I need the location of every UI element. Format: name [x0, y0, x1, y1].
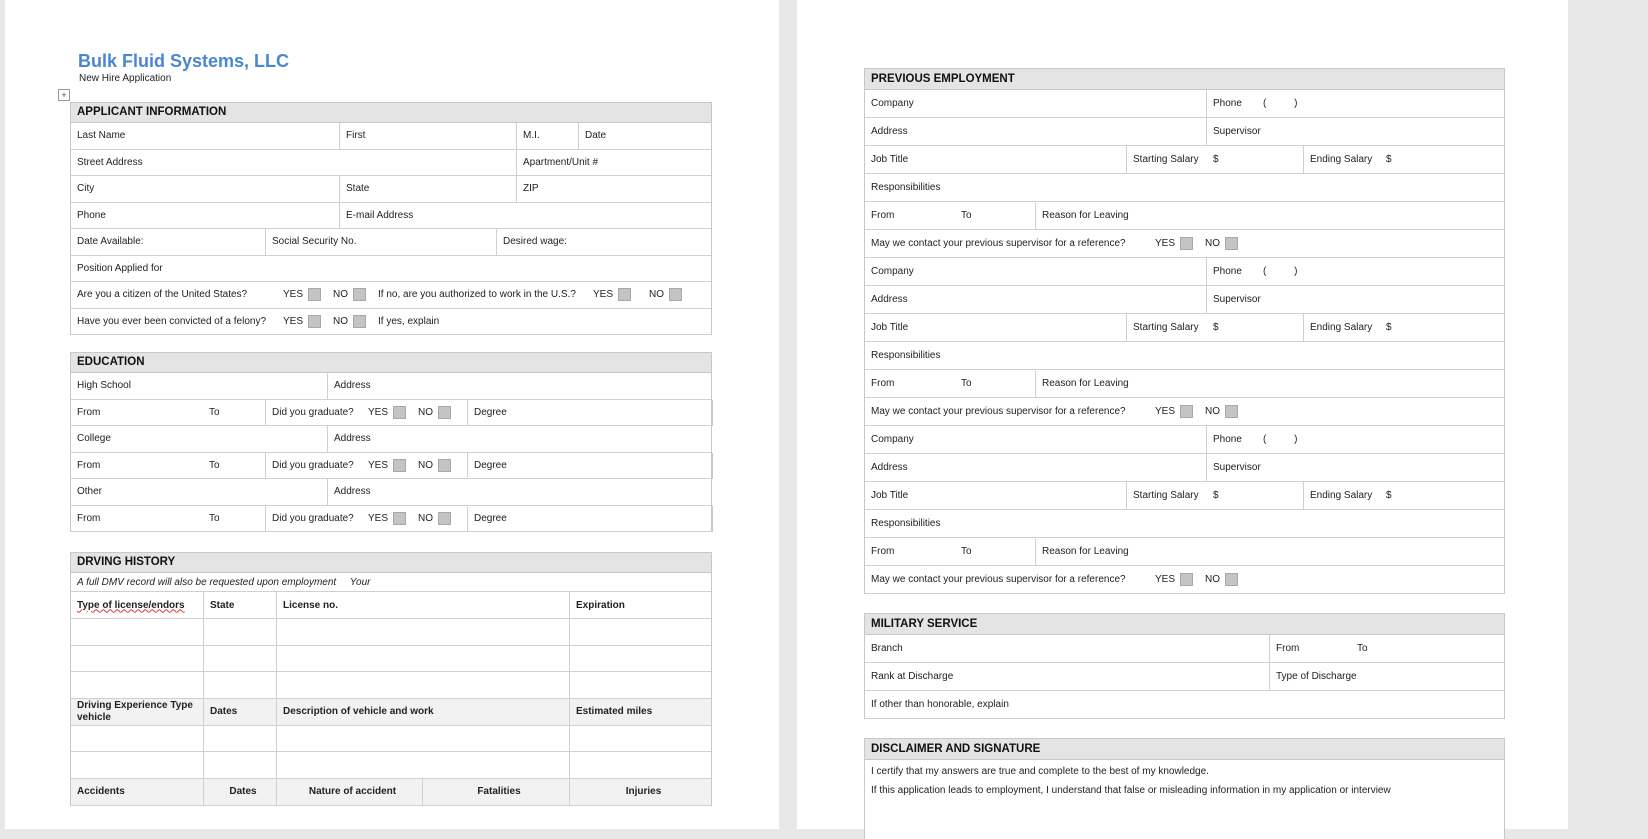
table-cell[interactable] [204, 726, 277, 752]
table-cell[interactable] [277, 752, 570, 778]
graduate-question: Did you graduate? [272, 512, 354, 524]
table-move-handle-icon[interactable]: + [58, 89, 70, 101]
table-cell[interactable] [71, 672, 204, 698]
mi-field[interactable]: M.I. [517, 123, 579, 149]
dollar-sign: $ [1386, 154, 1392, 165]
responsibilities-field[interactable]: Responsibilities [871, 182, 941, 193]
education-table [70, 352, 712, 532]
table-cell[interactable] [204, 646, 277, 672]
phone-label: Phone [1213, 434, 1242, 445]
citizen-question: Are you a citizen of the United States? [77, 289, 248, 301]
accident-dates-header: Dates [204, 779, 277, 805]
dollar-sign: $ [1213, 154, 1219, 165]
date-field[interactable]: Date [585, 130, 607, 142]
from-label: From [77, 459, 101, 471]
ending-salary-field[interactable] [1304, 314, 1504, 341]
to-label: To [1357, 643, 1368, 654]
apt-field[interactable]: Apartment/Unit # [523, 156, 599, 168]
felony-row [71, 309, 711, 335]
from-label: From [871, 546, 895, 557]
yes-label: YES [368, 406, 389, 418]
table-cell[interactable] [570, 646, 711, 672]
yes-label: YES [1155, 574, 1176, 585]
authorized-yes-checkbox[interactable] [618, 288, 631, 301]
school-field[interactable]: Other [71, 479, 328, 505]
to-label: To [209, 459, 220, 471]
document-subtitle: New Hire Application [79, 73, 172, 84]
table-cell[interactable] [204, 752, 277, 778]
table-cell[interactable] [71, 646, 204, 672]
school-address-field[interactable]: Address [334, 486, 371, 498]
starting-salary-field[interactable] [1127, 314, 1304, 341]
ending-salary-label: Ending Salary [1310, 490, 1373, 501]
graduate-yes-checkbox[interactable] [393, 459, 406, 472]
contact-yes-checkbox[interactable] [1180, 237, 1193, 250]
contact-no-checkbox[interactable] [1225, 405, 1238, 418]
graduate-field [266, 506, 468, 532]
attendance-dates-field[interactable] [71, 400, 266, 426]
discharge-type-field[interactable]: Type of Discharge [1276, 671, 1357, 682]
to-label: To [209, 512, 220, 524]
ending-salary-label: Ending Salary [1310, 322, 1373, 333]
table-cell[interactable] [570, 726, 711, 752]
attendance-dates-field[interactable] [71, 453, 266, 479]
dates-header: Dates [204, 699, 277, 725]
job-title-field[interactable]: Job Title [865, 482, 1127, 509]
zip-field[interactable]: ZIP [523, 183, 539, 195]
ending-salary-label: Ending Salary [1310, 154, 1373, 165]
previous-employment-table [864, 68, 1505, 594]
yes-label: YES [368, 512, 389, 524]
table-cell[interactable] [277, 726, 570, 752]
no-label: NO [1205, 574, 1221, 585]
contact-no-checkbox[interactable] [1225, 573, 1238, 586]
license-no-header: License no. [277, 592, 570, 618]
branch-field[interactable]: Branch [865, 635, 1270, 662]
position-field[interactable]: Position Applied for [77, 262, 163, 274]
section-header: DISCLAIMER AND SIGNATURE [865, 739, 1504, 760]
table-cell[interactable] [277, 672, 570, 698]
employer-phone-field[interactable] [1207, 90, 1504, 117]
ending-salary-field[interactable] [1304, 146, 1504, 173]
employment-dates-field[interactable] [865, 538, 1036, 565]
from-label: From [77, 406, 101, 418]
ssn-field[interactable]: Social Security No. [266, 229, 497, 255]
school-address-field[interactable]: Address [334, 380, 371, 392]
to-label: To [961, 210, 972, 221]
yes-label: YES [593, 289, 614, 301]
table-cell[interactable] [71, 752, 204, 778]
felony-explain-field[interactable]: If yes, explain [378, 315, 440, 327]
yes-label: YES [283, 315, 304, 327]
phone-label: Phone [1213, 98, 1242, 109]
responsibilities-field[interactable]: Responsibilities [871, 518, 941, 529]
contact-no-checkbox[interactable] [1225, 237, 1238, 250]
certify-text: I certify that my answers are true and complete to the best of my knowledge. [871, 766, 1209, 777]
yes-label: YES [1155, 406, 1176, 417]
contact-reference-row [865, 230, 1504, 257]
dollar-sign: $ [1386, 490, 1392, 501]
responsibilities-field[interactable]: Responsibilities [871, 350, 941, 361]
starting-salary-label: Starting Salary [1133, 154, 1199, 165]
dollar-sign: $ [1213, 490, 1219, 501]
reason-leaving-field[interactable]: Reason for Leaving [1042, 546, 1129, 557]
phone-label: Phone [1213, 266, 1242, 277]
fatalities-header: Fatalities [423, 779, 570, 805]
yes-label: YES [368, 459, 389, 471]
phone-parens: ( ) [1263, 266, 1298, 277]
job-title-field[interactable]: Job Title [865, 146, 1127, 173]
graduate-yes-checkbox[interactable] [393, 512, 406, 525]
street-field[interactable]: Street Address [71, 150, 517, 176]
military-service-table [864, 613, 1505, 719]
to-label: To [961, 546, 972, 557]
table-cell[interactable] [570, 752, 711, 778]
no-label: NO [1205, 238, 1221, 249]
dollar-sign: $ [1386, 322, 1392, 333]
starting-salary-label: Starting Salary [1133, 322, 1199, 333]
discharge-explain-field[interactable]: If other than honorable, explain [871, 699, 1009, 710]
contact-question: May we contact your previous supervisor for a reference? [871, 238, 1126, 249]
employer-address-field[interactable]: Address [865, 118, 1207, 145]
company-field[interactable]: Company [865, 90, 1207, 117]
section-header: MILITARY SERVICE [865, 614, 1504, 635]
driving-experience-header: Driving Experience Type vehicle [71, 699, 204, 725]
attendance-dates-field[interactable] [71, 506, 266, 532]
injuries-header: Injuries [625, 786, 662, 797]
first-name-field[interactable]: First [340, 123, 517, 149]
dmv-note: A full DMV record will also be requested upon employment Your [77, 576, 371, 588]
no-label: NO [333, 315, 349, 327]
expiration-header: Expiration [576, 599, 625, 611]
authorized-question: If no, are you authorized to work in the U.S.? [378, 289, 576, 301]
table-cell[interactable] [570, 672, 711, 698]
starting-salary-field[interactable] [1127, 482, 1304, 509]
nature-header: Nature of accident [277, 779, 423, 805]
employment-dates-field[interactable] [865, 202, 1036, 229]
supervisor-field[interactable]: Supervisor [1213, 294, 1261, 305]
desired-wage-field[interactable]: Desired wage: [503, 236, 567, 248]
supervisor-field[interactable]: Supervisor [1213, 462, 1261, 473]
no-label: NO [1205, 406, 1221, 417]
table-cell[interactable] [71, 619, 204, 645]
section-header: PREVIOUS EMPLOYMENT [865, 69, 1504, 90]
table-cell[interactable] [570, 619, 711, 645]
employer-address-field[interactable]: Address [865, 286, 1207, 313]
graduate-no-checkbox[interactable] [438, 459, 451, 472]
no-label: NO [418, 512, 434, 524]
applicant-information-table [70, 102, 712, 335]
starting-salary-field[interactable] [1127, 146, 1304, 173]
license-type-header: Type of license/endors [77, 599, 185, 611]
citizen-yes-checkbox[interactable] [308, 288, 321, 301]
date-available-field[interactable]: Date Available: [71, 229, 266, 255]
no-label: NO [418, 459, 434, 471]
graduate-no-checkbox[interactable] [438, 406, 451, 419]
contact-yes-checkbox[interactable] [1180, 573, 1193, 586]
state-field[interactable]: State [340, 176, 517, 202]
graduate-field [266, 400, 468, 426]
no-label: NO [333, 289, 349, 301]
table-cell[interactable] [204, 619, 277, 645]
rank-field[interactable]: Rank at Discharge [865, 663, 1270, 690]
employer-phone-field[interactable] [1207, 258, 1504, 285]
supervisor-field[interactable]: Supervisor [1213, 126, 1261, 137]
no-label: NO [649, 289, 665, 301]
table-cell[interactable] [277, 646, 570, 672]
company-field[interactable]: Company [865, 258, 1207, 285]
authorized-no-checkbox[interactable] [669, 288, 682, 301]
city-field[interactable]: City [71, 176, 340, 202]
phone-parens: ( ) [1263, 434, 1298, 445]
reason-leaving-field[interactable]: Reason for Leaving [1042, 378, 1129, 389]
section-header: APPLICANT INFORMATION [71, 103, 711, 123]
license-state-header: State [204, 592, 277, 618]
no-label: NO [418, 406, 434, 418]
felony-question: Have you ever been convicted of a felony? [77, 315, 267, 327]
yes-label: YES [1155, 238, 1176, 249]
table-cell[interactable] [71, 726, 204, 752]
disclaimer-table [864, 738, 1505, 839]
employment-dates-field[interactable] [865, 370, 1036, 397]
school-address-field[interactable]: Address [334, 433, 371, 445]
employer-phone-field[interactable] [1207, 426, 1504, 453]
graduate-yes-checkbox[interactable] [393, 406, 406, 419]
table-cell[interactable] [204, 672, 277, 698]
starting-salary-label: Starting Salary [1133, 490, 1199, 501]
graduate-question: Did you graduate? [272, 406, 354, 418]
table-cell[interactable] [277, 619, 570, 645]
dollar-sign: $ [1213, 322, 1219, 333]
contact-yes-checkbox[interactable] [1180, 405, 1193, 418]
estimated-miles-header: Estimated miles [576, 706, 653, 717]
last-name-field[interactable]: Last Name [71, 123, 340, 149]
graduate-no-checkbox[interactable] [438, 512, 451, 525]
citizen-no-checkbox[interactable] [353, 288, 366, 301]
from-label: From [77, 512, 101, 524]
section-header: DRVING HISTORY [71, 553, 711, 573]
school-field[interactable]: High School [71, 373, 328, 399]
vehicle-description-header: Description of vehicle and work [277, 699, 570, 725]
driving-history-table [70, 552, 712, 806]
degree-field[interactable]: Degree [474, 512, 507, 524]
from-label: From [871, 378, 895, 389]
employer-address-field[interactable]: Address [865, 454, 1207, 481]
reason-leaving-field[interactable]: Reason for Leaving [1042, 210, 1129, 221]
from-label: From [871, 210, 895, 221]
school-field[interactable]: College [71, 426, 328, 452]
email-field[interactable]: E-mail Address [346, 209, 414, 221]
contact-reference-row [865, 566, 1504, 593]
degree-field[interactable]: Degree [474, 406, 507, 418]
section-header: EDUCATION [71, 353, 711, 373]
company-title: Bulk Fluid Systems, LLC [78, 51, 290, 71]
graduate-field [266, 453, 468, 479]
contact-question: May we contact your previous supervisor for a reference? [871, 406, 1126, 417]
misleading-info-text: If this application leads to employment, I understand that false or misleading information in my application or interview [871, 785, 1391, 796]
felony-yes-checkbox[interactable] [308, 315, 321, 328]
graduate-question: Did you graduate? [272, 459, 354, 471]
accidents-header: Accidents [71, 779, 204, 805]
to-label: To [961, 378, 972, 389]
phone-parens: ( ) [1263, 98, 1298, 109]
citizen-row [71, 282, 711, 308]
contact-reference-row [865, 398, 1504, 425]
phone-field[interactable]: Phone [71, 203, 340, 229]
to-label: To [209, 406, 220, 418]
service-dates-field[interactable] [1270, 635, 1504, 662]
contact-question: May we contact your previous supervisor for a reference? [871, 574, 1126, 585]
degree-field[interactable]: Degree [474, 459, 507, 471]
company-field[interactable]: Company [865, 426, 1207, 453]
job-title-field[interactable]: Job Title [865, 314, 1127, 341]
from-label: From [1276, 643, 1300, 654]
felony-no-checkbox[interactable] [353, 315, 366, 328]
ending-salary-field[interactable] [1304, 482, 1504, 509]
yes-label: YES [283, 289, 304, 301]
